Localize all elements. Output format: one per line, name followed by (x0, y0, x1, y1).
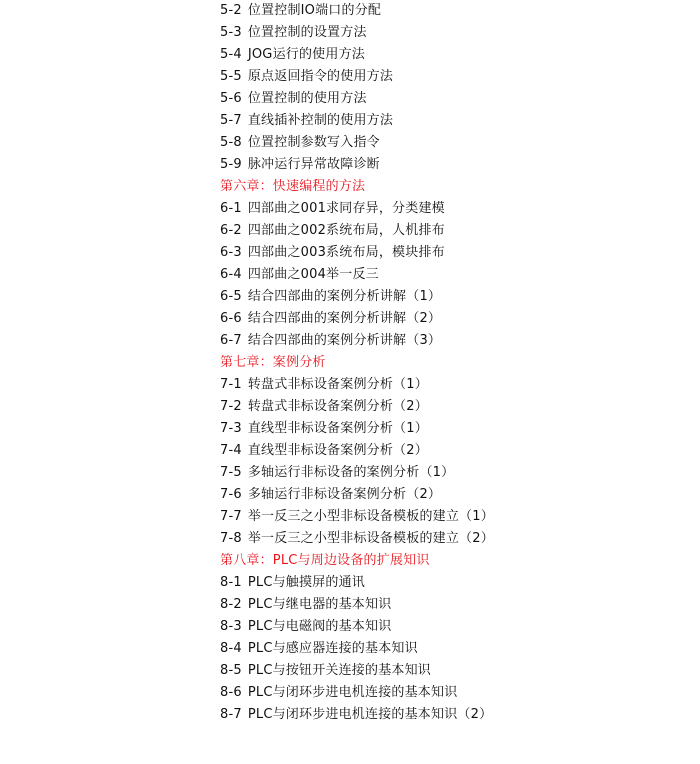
section-title: 转盘式非标设备案例分析（2） (247, 399, 428, 414)
section-number: 7-8 (220, 531, 242, 546)
section-number: 7-6 (220, 487, 242, 502)
section-title: 位置控制参数写入指令 (247, 135, 380, 150)
section-item (220, 660, 690, 682)
section-number: 6-7 (220, 333, 242, 348)
section-number: 7-5 (220, 465, 242, 480)
section-title: PLC与按钮开关连接的基本知识 (247, 663, 432, 678)
section-item (220, 286, 690, 308)
section-number: 5-4 (220, 47, 242, 62)
section-number: 8-1 (220, 575, 242, 590)
section-title: PLC与电磁阀的基本知识 (247, 619, 392, 634)
section-number: 5-3 (220, 25, 242, 40)
section-title: 脉冲运行异常故障诊断 (247, 157, 380, 172)
section-number: 8-3 (220, 619, 242, 634)
section-number: 5-9 (220, 157, 242, 172)
section-item (220, 484, 690, 506)
section-item (220, 44, 690, 66)
section-title: 结合四部曲的案例分析讲解（2） (247, 311, 442, 326)
section-number: 5-2 (220, 3, 242, 18)
section-number: 5-5 (220, 69, 242, 84)
section-item (220, 638, 690, 660)
section-number: 8-6 (220, 685, 242, 700)
section-item (220, 572, 690, 594)
section-number: 5-6 (220, 91, 242, 106)
section-title: 四部曲之003系统布局，模块排布 (247, 245, 445, 260)
section-item (220, 704, 690, 726)
section-number: 5-8 (220, 135, 242, 150)
section-number: 7-3 (220, 421, 242, 436)
chapter-heading (220, 352, 690, 374)
section-title: JOG运行的使用方法 (247, 47, 365, 62)
section-item (220, 418, 690, 440)
section-number: 7-4 (220, 443, 242, 458)
section-item (220, 308, 690, 330)
section-item (220, 682, 690, 704)
chapter-title: 第六章：快速编程的方法 (220, 179, 366, 194)
section-item (220, 594, 690, 616)
section-title: 结合四部曲的案例分析讲解（1） (247, 289, 442, 304)
section-title: 举一反三之小型非标设备模板的建立（1） (247, 509, 494, 524)
chapter-heading (220, 550, 690, 572)
section-item (220, 110, 690, 132)
section-number: 8-7 (220, 707, 242, 722)
chapter-heading (220, 176, 690, 198)
section-title: PLC与闭环步进电机连接的基本知识 (247, 685, 458, 700)
section-title: PLC与继电器的基本知识 (247, 597, 392, 612)
section-item (220, 132, 690, 154)
section-number: 6-2 (220, 223, 242, 238)
section-title: PLC与闭环步进电机连接的基本知识（2） (247, 707, 493, 722)
section-number: 6-6 (220, 311, 242, 326)
section-item (220, 154, 690, 176)
section-item (220, 88, 690, 110)
section-title: 举一反三之小型非标设备模板的建立（2） (247, 531, 494, 546)
section-number: 5-7 (220, 113, 242, 128)
section-item (220, 506, 690, 528)
section-item (220, 374, 690, 396)
section-title: 四部曲之004举一反三 (247, 267, 379, 282)
section-item (220, 440, 690, 462)
section-number: 8-5 (220, 663, 242, 678)
section-title: 原点返回指令的使用方法 (247, 69, 394, 84)
section-title: PLC与触摸屏的通讯 (247, 575, 366, 590)
section-number: 6-3 (220, 245, 242, 260)
section-item (220, 616, 690, 638)
section-number: 6-1 (220, 201, 242, 216)
section-number: 7-2 (220, 399, 242, 414)
section-title: 四部曲之002系统布局，人机排布 (247, 223, 445, 238)
section-number: 7-7 (220, 509, 242, 524)
section-number: 7-1 (220, 377, 242, 392)
section-title: 直线型非标设备案例分析（2） (247, 443, 428, 458)
section-item (220, 242, 690, 264)
section-title: 结合四部曲的案例分析讲解（3） (247, 333, 442, 348)
chapter-title: 第八章：PLC与周边设备的扩展知识 (220, 553, 430, 568)
section-item (220, 22, 690, 44)
section-title: PLC与感应器连接的基本知识 (247, 641, 418, 656)
section-title: 多轴运行非标设备的案例分析（1） (247, 465, 455, 480)
table-of-contents (220, 0, 690, 726)
section-item (220, 264, 690, 286)
section-title: 转盘式非标设备案例分析（1） (247, 377, 428, 392)
section-item (220, 528, 690, 550)
section-title: 直线型非标设备案例分析（1） (247, 421, 428, 436)
section-title: 四部曲之001求同存异，分类建模 (247, 201, 445, 216)
section-number: 8-2 (220, 597, 242, 612)
section-title: 直线插补控制的使用方法 (247, 113, 394, 128)
section-item (220, 462, 690, 484)
section-item (220, 66, 690, 88)
section-title: 位置控制的使用方法 (247, 91, 367, 106)
section-title: 位置控制的设置方法 (247, 25, 367, 40)
chapter-title: 第七章：案例分析 (220, 355, 326, 370)
section-item (220, 330, 690, 352)
section-title: 多轴运行非标设备案例分析（2） (247, 487, 442, 502)
section-number: 6-4 (220, 267, 242, 282)
section-item (220, 0, 690, 22)
section-number: 6-5 (220, 289, 242, 304)
section-title: 位置控制IO端口的分配 (247, 3, 382, 18)
section-item (220, 198, 690, 220)
section-number: 8-4 (220, 641, 242, 656)
section-item (220, 220, 690, 242)
section-item (220, 396, 690, 418)
